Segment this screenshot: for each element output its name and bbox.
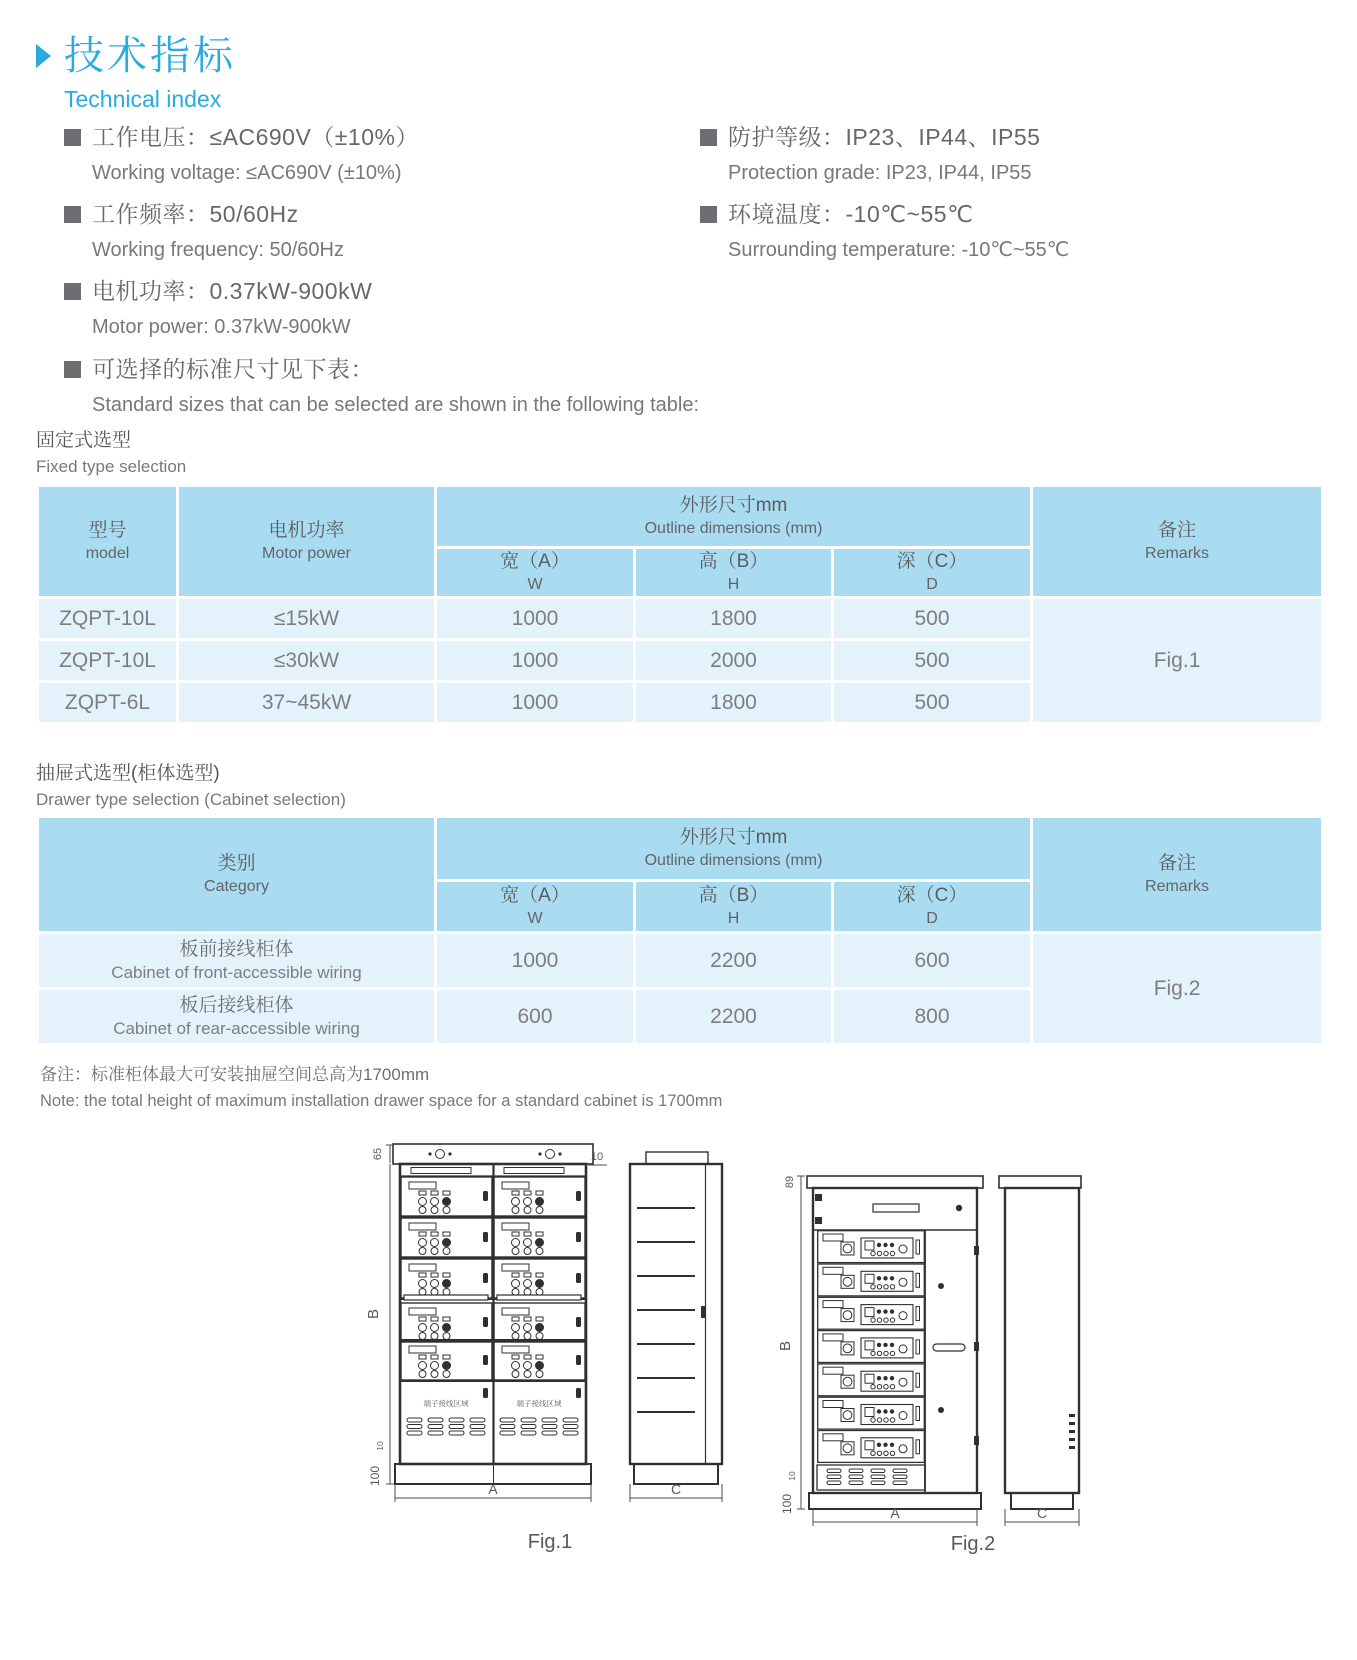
- bullet-square-icon: [64, 283, 81, 300]
- fig1-dim-C: C: [670, 1481, 682, 1497]
- header-cn: 外形尺寸mm: [679, 827, 788, 848]
- spec-en-text: Surrounding temperature: -10℃~55℃: [728, 239, 1070, 261]
- col-header-power: [178, 486, 436, 598]
- spec-en-text: Motor power: 0.37kW-900kW: [92, 316, 351, 338]
- header-en: Outline dimensions (mm): [644, 852, 823, 869]
- header-en: Motor power: [262, 545, 351, 562]
- spec-column-right: [700, 122, 1320, 431]
- bullet-square-icon: [700, 206, 717, 223]
- spec-cn-text: 工作电压：≤AC690V（±10%）: [92, 124, 419, 150]
- bullet-square-icon: [700, 129, 717, 146]
- cell-height: 2000: [635, 640, 833, 682]
- header-cn: 类别: [217, 853, 256, 874]
- col-header-height: [635, 881, 833, 933]
- col-header-depth: [833, 881, 1032, 933]
- category-cn: 板后接线柜体: [179, 994, 294, 1016]
- col-header-model: [38, 486, 178, 598]
- terminal-area-label: 端子接线区域: [516, 1399, 562, 1408]
- cell-power: 37~45kW: [178, 682, 436, 724]
- page-title: 技术指标: [64, 34, 236, 78]
- cell-depth: 500: [833, 682, 1032, 724]
- terminal-area-label: 端子接线区域: [423, 1399, 469, 1408]
- cell-remarks: Fig.1: [1032, 598, 1323, 724]
- page-subtitle: Technical index: [64, 86, 222, 112]
- col-header-category: [38, 817, 436, 933]
- fig2-dim-B: B: [777, 1340, 794, 1352]
- table-row: [38, 598, 1323, 640]
- header-en: W: [527, 910, 543, 927]
- cell-model: ZQPT-10L: [38, 640, 178, 682]
- section-heading-cn: 抽屉式选型(柜体选型): [36, 763, 220, 784]
- spec-en-text: Protection grade: IP23, IP44, IP55: [728, 162, 1032, 184]
- header-en: Remarks: [1145, 545, 1210, 562]
- header-cn: 深（C）: [896, 551, 968, 572]
- drawer-type-table: [36, 815, 1324, 1046]
- spec-item-frequency: [64, 199, 700, 263]
- col-header-width: [436, 548, 635, 598]
- header-cn: 型号: [88, 520, 127, 541]
- cell-power: ≤15kW: [178, 598, 436, 640]
- cell-width: 1000: [436, 933, 635, 989]
- fig1-dim-A: A: [488, 1481, 498, 1497]
- spec-en-text: Working frequency: 50/60Hz: [92, 239, 344, 261]
- category-cn: 板前接线柜体: [179, 938, 294, 960]
- spec-item-temperature: [700, 199, 1320, 263]
- cell-height: 2200: [635, 933, 833, 989]
- header-cn: 高（B）: [698, 551, 769, 572]
- header-cn: 外形尺寸mm: [679, 495, 788, 516]
- fig1-dim-10-vent: 10: [375, 1441, 385, 1451]
- header-en: H: [727, 910, 740, 927]
- fig2-dim-89: 89: [784, 1175, 796, 1189]
- spec-cn-text: 电机功率：0.37kW-900kW: [92, 278, 373, 304]
- fig1-caption: Fig.1: [527, 1531, 573, 1553]
- fig2-front-view: [807, 1176, 983, 1509]
- header-cn: 备注: [1158, 520, 1197, 541]
- note-en: Note: the total height of maximum installation drawer space for a standard cabinet is 1700mm: [40, 1092, 723, 1110]
- cell-width: 1000: [436, 640, 635, 682]
- header-cn: 高（B）: [698, 885, 769, 906]
- spec-cn-text: 环境温度：-10℃~55℃: [728, 201, 974, 227]
- spec-cn-text: 防护等级：IP23、IP44、IP55: [728, 124, 1041, 150]
- header-row-1: [38, 817, 1323, 881]
- header-en: Remarks: [1145, 878, 1210, 895]
- header-en: Category: [204, 878, 269, 895]
- fig1-dim-65: 65: [372, 1147, 384, 1161]
- header-en: D: [926, 910, 938, 927]
- col-header-outline: [436, 817, 1032, 881]
- fixed-type-section-heading: [36, 425, 186, 477]
- header-cn: 深（C）: [896, 885, 968, 906]
- header-en: Outline dimensions (mm): [644, 520, 823, 537]
- col-header-depth: [833, 548, 1032, 598]
- cell-width: 1000: [436, 682, 635, 724]
- bullet-square-icon: [64, 129, 81, 146]
- spec-cn-text: 可选择的标准尺寸见下表：: [92, 356, 374, 382]
- title-block: [36, 34, 236, 113]
- header-row-1: [38, 486, 1323, 548]
- header-cn: 电机功率: [268, 520, 345, 541]
- fig2-dim-10-vent: 10: [787, 1471, 797, 1481]
- fig1-dim-100: 100: [368, 1465, 382, 1487]
- table-note: [40, 1060, 722, 1111]
- cell-model: ZQPT-6L: [38, 682, 178, 724]
- col-header-height: [635, 548, 833, 598]
- cell-category: [38, 933, 436, 989]
- bullet-square-icon: [64, 361, 81, 378]
- header-cn: 备注: [1158, 853, 1197, 874]
- spec-item-table-intro: [64, 354, 700, 418]
- fig1-front-view: [393, 1144, 593, 1484]
- table-row: [38, 933, 1323, 989]
- cell-depth: 800: [833, 989, 1032, 1045]
- header-cn: 宽（A）: [500, 551, 570, 572]
- figures-area: [0, 1118, 1357, 1658]
- header-en: H: [727, 576, 740, 593]
- spec-list: [64, 122, 1320, 431]
- col-header-remarks: [1032, 817, 1323, 933]
- spec-cn-text: 工作频率：50/60Hz: [92, 201, 299, 227]
- col-header-width: [436, 881, 635, 933]
- spec-item-motor-power: [64, 276, 700, 340]
- cell-width: 1000: [436, 598, 635, 640]
- fig2-dim-A: A: [890, 1505, 900, 1521]
- fig2-side-view: [999, 1176, 1081, 1509]
- cell-height: 1800: [635, 598, 833, 640]
- category-en: Cabinet of rear-accessible wiring: [113, 1018, 360, 1038]
- section-heading-en: Drawer type selection (Cabinet selection): [36, 790, 346, 809]
- spec-en-text: Standard sizes that can be selected are shown in the following table:: [92, 394, 700, 416]
- cell-power: ≤30kW: [178, 640, 436, 682]
- fig2-dim-100: 100: [780, 1493, 794, 1515]
- spec-column-left: [64, 122, 700, 431]
- fig2-cabinet-drawing: [735, 1118, 1085, 1568]
- section-arrow-icon: [36, 44, 51, 68]
- spec-item-protection: [700, 122, 1320, 186]
- header-en: model: [85, 545, 130, 562]
- cell-depth: 500: [833, 640, 1032, 682]
- fig1-dim-10-top: 10: [590, 1151, 604, 1163]
- spec-item-voltage: [64, 122, 700, 186]
- fig1-cabinet-drawing: [345, 1130, 795, 1570]
- cell-height: 2200: [635, 989, 833, 1045]
- fig1-side-view: [630, 1152, 722, 1484]
- note-cn: 备注：标准柜体最大可安装抽屉空间总高为1700mm: [40, 1065, 430, 1084]
- spec-en-text: Working voltage: ≤AC690V (±10%): [92, 162, 402, 184]
- header-cn: 宽（A）: [500, 885, 570, 906]
- category-en: Cabinet of front-accessible wiring: [111, 962, 362, 982]
- header-en: D: [926, 576, 938, 593]
- cell-depth: 600: [833, 933, 1032, 989]
- drawer-type-section-heading: [36, 758, 346, 810]
- cell-model: ZQPT-10L: [38, 598, 178, 640]
- cell-remarks: Fig.2: [1032, 933, 1323, 1045]
- bullet-square-icon: [64, 206, 81, 223]
- col-header-outline: [436, 486, 1032, 548]
- section-heading-cn: 固定式选型: [36, 430, 132, 451]
- fig1-dim-B: B: [365, 1308, 382, 1320]
- cell-category: [38, 989, 436, 1045]
- cell-width: 600: [436, 989, 635, 1045]
- cell-height: 1800: [635, 682, 833, 724]
- cell-depth: 500: [833, 598, 1032, 640]
- section-heading-en: Fixed type selection: [36, 457, 187, 476]
- col-header-remarks: [1032, 486, 1323, 598]
- fig2-caption: Fig.2: [950, 1533, 996, 1555]
- fig2-dim-C: C: [1036, 1505, 1048, 1521]
- fixed-type-table: [36, 484, 1324, 725]
- header-en: W: [527, 576, 543, 593]
